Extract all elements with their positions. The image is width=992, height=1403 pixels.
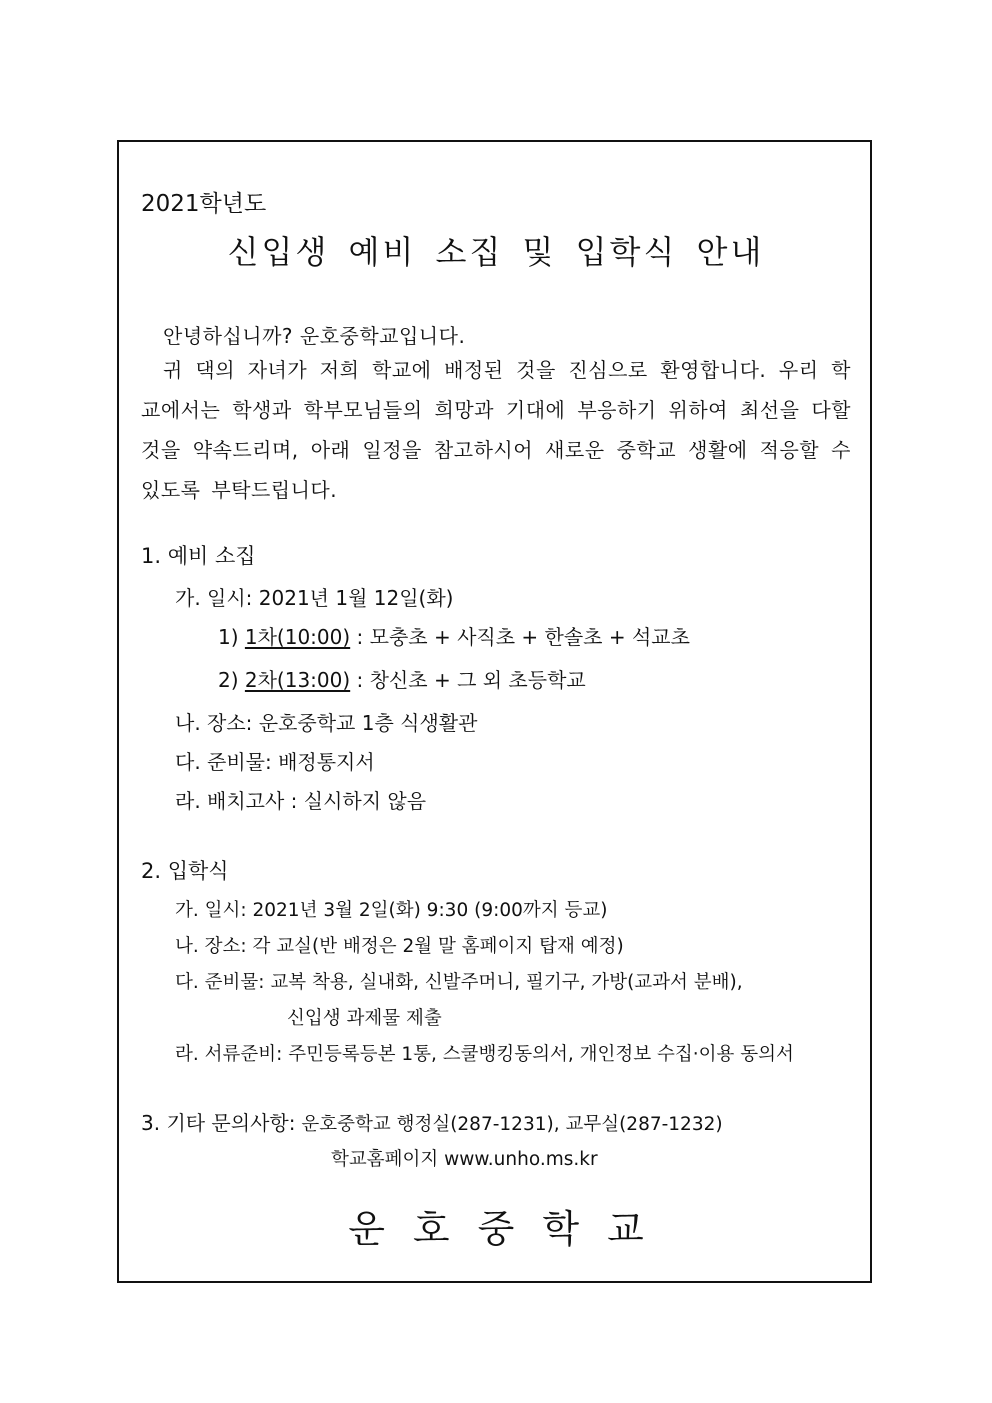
section-3 xyxy=(141,1113,723,1135)
placement-exam: 라. 배치고사 : 실시하지 않음 xyxy=(175,789,427,813)
required-documents: 라. 서류준비: 주민등록등본 1통, 스쿨뱅킹동의서, 개인정보 수집·이용 동의서 xyxy=(175,1044,794,1065)
contact-info: 운호중학교 행정실(287-1231), 교무실(287-1232) xyxy=(295,1114,723,1135)
ceremony-prep-continued: 신입생 과제물 제출 xyxy=(287,1008,442,1029)
school-homepage: 학교홈페이지 www.unho.ms.kr xyxy=(331,1149,598,1170)
session-1-prefix: 1) xyxy=(218,625,245,649)
session-2-prefix: 2) xyxy=(218,668,245,692)
page-title: 신입생 예비 소집 및 입학식 안내 xyxy=(227,233,765,271)
ceremony-prep: 다. 준비물: 교복 착용, 실내화, 신발주머니, 필기구, 가방(교과서 분배), xyxy=(175,972,743,993)
section-1-heading: 1. 예비 소집 xyxy=(141,544,256,568)
ceremony-place: 나. 장소: 각 교실(반 배정은 2월 말 홈페이지 탑재 예정) xyxy=(175,936,624,957)
session-2 xyxy=(218,670,586,690)
greeting: 안녕하십니까? 운호중학교입니다. xyxy=(163,324,466,348)
session-1-detail: : 모충초 + 사직초 + 한솔초 + 석교초 xyxy=(350,625,690,649)
school-name: 운호중학교 xyxy=(348,1207,672,1251)
session-1-time: 1차(10:00) xyxy=(244,625,351,649)
preliminary-place: 나. 장소: 운호중학교 1층 식생활관 xyxy=(175,711,478,735)
academic-year: 2021학년도 xyxy=(141,191,267,217)
section-3-heading: 3. 기타 문의사항: xyxy=(141,1111,296,1135)
preliminary-prep: 다. 준비물: 배정통지서 xyxy=(175,750,375,774)
session-2-time: 2차(13:00) xyxy=(244,668,351,692)
preliminary-date: 가. 일시: 2021년 1월 12일(화) xyxy=(175,586,454,610)
ceremony-date: 가. 일시: 2021년 3월 2일(화) 9:30 (9:00까지 등교) xyxy=(175,900,608,921)
session-2-detail: : 창신초 + 그 외 초등학교 xyxy=(350,668,586,692)
section-2-heading: 2. 입학식 xyxy=(141,859,229,883)
session-1 xyxy=(218,627,690,647)
intro-paragraph: 귀 댁의 자녀가 저희 학교에 배정된 것을 진심으로 환영합니다. 우리 학교에서는 학생과 학부모님들의 희망과 기대에 부응하기 위하여 최선을 다할 것을 약속드리며, 아래 일정을 참고하시어 새로운 중학교 생활에 적응할 수 있도록 부탁드립니다. xyxy=(141,358,851,502)
